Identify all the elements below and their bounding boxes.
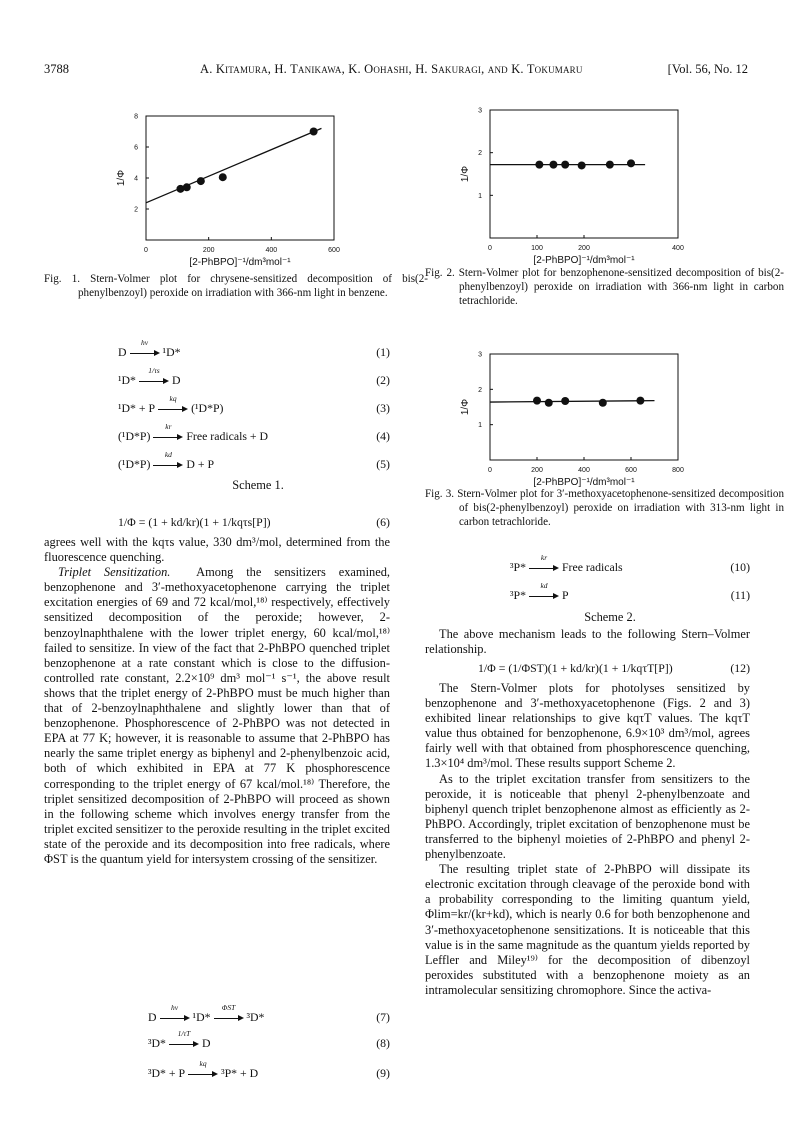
x-axis-label: [2-PhBPO]⁻¹/dm³mol⁻¹ (189, 257, 291, 268)
figure-3-plot-area (460, 352, 684, 489)
y-tick-label: 6 (134, 144, 138, 152)
fit-line (146, 128, 321, 202)
eq6-number: (6) (376, 515, 390, 529)
x-tick-label: 800 (672, 467, 684, 474)
y-tick-label: 2 (478, 386, 482, 394)
reaction-arrow-icon (169, 1028, 199, 1049)
scheme-1-label: Scheme 1. (232, 478, 284, 492)
y-tick-label: 4 (134, 175, 138, 183)
eq8-arrow-label: 1/τT (177, 1028, 191, 1038)
eq11-number: (11) (730, 588, 750, 602)
data-point (219, 173, 227, 181)
volume-info: [Vol. 56, No. 12 (667, 62, 748, 76)
paragraph-triplet-body: Among the sensitizers examined, benzophenone and 3′-methoxyacetophenone carrying the triplet excitation energies of 69 and 72 kcal/mol,¹⁸⁾ respectively, effectively sensitized decomposition of the peroxide; however, 2-benzoylnaphthalene with the lower triplet energy, 60 kcal/mol,¹⁸⁾ failed to sensitize. In view of the fact that 2-PhBPO quenched triplet benzophenone at a rate constant which is close to the diffusion-controlled rate constant, 2.2×10⁹ dm³ mol⁻¹ s⁻¹, the above result shows that the triplet energy of 2-PhBPO must be much higher than that of 2-benzoylnaphthalene and slightly lower than that of benzophenone. Phosphorescence of 2-PhBPO was not detected in EPA at 77 K; however, it is reasonable to assume that 2-PhBPO has nearly the same triplet energy as biphenyl and 2-phenylbenzoic acid, both of which exhibited in EPA at 77 K phosphorescence corresponding to the triplet energy of 67 kcal/mol.¹⁸⁾ Therefore, the triplet sensitized decomposition of 2-PhBPO will proceed as shown in the following scheme which involves energy transfer from the triplet excited sensitizer to the peroxide resulting in the triplet excited state of the peroxide and its decomposition into free radicals, where ΦST is the quantum yield for intersystem crossing of the sensitizer. (44, 565, 390, 866)
right-column-text-a (425, 627, 750, 657)
data-point (183, 183, 191, 191)
reaction-arrow-icon (214, 1002, 244, 1023)
eq7-number: (7) (376, 1010, 390, 1024)
equation-8 (148, 1028, 390, 1058)
eq4-arrow-label: kr (165, 421, 172, 431)
eq8-rhs: D (201, 1036, 211, 1050)
x-tick-label: 600 (328, 247, 340, 254)
running-authors: A. Kitamura, H. Tanikawa, K. Oohashi, H. Sakuragi, and K. Tokumaru (200, 62, 583, 76)
data-point (578, 161, 586, 169)
eq7-arrow-label-2: ΦST (221, 1002, 236, 1012)
reaction-arrow-icon (160, 1002, 190, 1023)
eq1-number: (1) (376, 345, 390, 359)
reaction-arrow-icon (130, 337, 160, 358)
data-point (599, 399, 607, 407)
x-tick-label: 400 (265, 247, 278, 254)
eq11-rhs: P (562, 588, 569, 602)
equation-6 (118, 515, 390, 537)
equation-4 (118, 421, 390, 451)
equation-9 (148, 1058, 390, 1088)
plot-frame (490, 110, 678, 238)
eq2-number: (2) (376, 373, 390, 387)
paragraph-triplet-sensitization (44, 565, 390, 867)
reaction-arrow-icon (139, 365, 169, 386)
data-point (545, 399, 553, 407)
reaction-arrow-icon (188, 1058, 218, 1079)
x-tick-label: 400 (578, 467, 590, 474)
eq5-number: (5) (376, 457, 390, 471)
figure-2-plot-area (460, 108, 684, 267)
eq9-number: (9) (376, 1066, 390, 1080)
eq11-lhs: ³P* (510, 588, 526, 602)
y-tick-label: 8 (134, 113, 138, 121)
paragraph-continuation: agrees well with the kqτs value, 330 dm³/mol, determined from the fluorescence quenching. (44, 535, 390, 565)
eq3-lhs: ¹D* + P (118, 401, 156, 415)
eq10-rhs: Free radicals (562, 560, 623, 574)
eq1-lhs: D (118, 345, 127, 359)
eq12-number: (12) (730, 661, 750, 675)
x-tick-label: 200 (531, 467, 543, 474)
eq12-expression: 1/Φ = (1/ΦST)(1 + kd/kr)(1 + 1/kqτT[P]) (478, 661, 673, 675)
eq11-arrow-label: kd (540, 580, 548, 590)
x-axis-label: [2-PhBPO]⁻¹/dm³mol⁻¹ (533, 477, 635, 488)
eq10-arrow-label: kr (540, 552, 548, 562)
x-tick-label: 200 (202, 247, 215, 254)
eq5-lhs: (¹D*P) (118, 457, 151, 471)
scheme-2-label: Scheme 2. (584, 610, 636, 624)
eq9-lhs: ³D* + P (148, 1066, 186, 1080)
y-tick-label: 3 (478, 351, 482, 359)
x-tick-label: 0 (144, 247, 148, 254)
equation-1 (118, 337, 390, 367)
reaction-arrow-icon (153, 421, 183, 442)
eq9-arrow-label: kq (199, 1058, 207, 1068)
eq5-rhs: D + P (186, 457, 215, 471)
equation-12 (478, 661, 750, 683)
x-tick-label: 100 (531, 245, 543, 252)
figure-2-chart (450, 100, 710, 270)
section-heading-triplet: Triplet Sensitization. (58, 565, 171, 580)
eq3-arrow-label: kq (169, 393, 177, 403)
data-point (549, 161, 557, 169)
x-tick-label: 200 (578, 245, 590, 252)
reaction-arrow-icon (529, 580, 559, 601)
eq3-number: (3) (376, 401, 390, 415)
equation-2 (118, 365, 390, 395)
x-tick-label: 400 (672, 245, 684, 252)
data-point (310, 128, 318, 136)
right-column-text-b (425, 681, 750, 998)
paragraph-triplet-transfer: As to the triplet excitation transfer from sensitizers to the peroxide, it is noticeable that phenyl 2-phenylbenzoate and biphenyl quench triplet benzophenone almost as efficiently as 2-PhBPO. Accordingly, triplet excitation of benzophenone must be transferred to the biphenyl moieties of 2-PhBPO and phenyl 2-phenylbenzoate. (425, 771, 750, 862)
eq3-rhs: (¹D*P) (191, 401, 224, 415)
equation-11 (510, 580, 750, 610)
eq4-number: (4) (376, 429, 390, 443)
reaction-arrow-icon (153, 449, 183, 470)
y-axis-label: 1/Φ (460, 398, 471, 416)
eq4-rhs: Free radicals + D (186, 429, 269, 443)
eq2-lhs: ¹D* (118, 373, 136, 387)
eq8-lhs: ³D* (148, 1036, 166, 1050)
paragraph-stern-volmer-intro: The above mechanism leads to the following Stern–Volmer relationship. (425, 627, 750, 657)
data-point (533, 397, 541, 405)
fit-line (490, 401, 655, 402)
eq10-lhs: ³P* (510, 560, 526, 574)
eq9-rhs: ³P* + D (221, 1066, 259, 1080)
eq1-arrow-label: hν (140, 337, 149, 347)
equation-5 (118, 449, 390, 479)
data-point (535, 161, 543, 169)
paragraph-triplet-state: The resulting triplet state of 2-PhBPO will dissipate its electronic excitation through cleavage of the peroxide bond with a probability corresponding to the limiting quantum yield, Φlim=kr/(kr+kd), which is nearly 0.6 for both benzophenone and 3′-methoxyacetophenone sensitizations. It is noticeable that this value is in the same magnitude as the quantum yields reported by Leffler and Miley¹⁹⁾ for the decomposition of dibenzoyl peroxides substituted with a benzophenone moiety as an intramolecular sensitizing chromophore. Since the activa- (425, 862, 750, 997)
figure-1-caption: Fig. 1. Stern-Volmer plot for chrysene-sensitized decomposition of bis(2-phenylbenzoyl) peroxide on irradiation with 366-nm light in benzene. (44, 273, 428, 299)
x-axis-label: [2-PhBPO]⁻¹/dm³mol⁻¹ (533, 255, 635, 266)
eq8-number: (8) (376, 1036, 390, 1050)
left-column-text (44, 535, 390, 867)
figure-3-chart (450, 342, 793, 492)
data-point (636, 397, 644, 405)
figure-2-caption: Fig. 2. Stern-Volmer plot for benzophenone-sensitized decomposition of bis(2-phenylbenzoyl) peroxide on irradiation with 366-nm light in carbon tetrachloride. (425, 267, 784, 307)
data-point (561, 161, 569, 169)
figure-1-plot-area (116, 114, 340, 269)
eq7-rhs: ³D* (246, 1010, 265, 1024)
y-tick-label: 3 (478, 107, 482, 115)
data-point (197, 177, 205, 185)
y-tick-label: 1 (478, 192, 482, 200)
x-tick-label: 0 (488, 467, 492, 474)
data-point (561, 397, 569, 405)
page-number: 3788 (44, 62, 69, 76)
eq2-rhs: D (171, 373, 181, 387)
eq2-arrow-label: 1/τs (148, 365, 160, 375)
eq10-number: (10) (730, 560, 750, 574)
eq7-mid: ¹D* (192, 1010, 211, 1024)
plot-frame (490, 354, 678, 460)
eq4-lhs: (¹D*P) (118, 429, 151, 443)
y-tick-label: 1 (478, 422, 482, 430)
reaction-arrow-icon (158, 393, 188, 414)
x-tick-label: 600 (625, 467, 637, 474)
data-point (627, 159, 635, 167)
reaction-arrow-icon (529, 552, 559, 573)
equation-3 (118, 393, 390, 423)
y-tick-label: 2 (478, 150, 482, 158)
figure-3-caption: Fig. 3. Stern-Volmer plot for 3′-methoxyacetophenone-sensitized decomposition of bis(2-phenylbenzoyl) peroxide on irradiation with 313-nm light in carbon tetrachloride. (425, 488, 784, 528)
y-tick-label: 2 (134, 206, 138, 214)
y-axis-label: 1/Φ (460, 165, 471, 183)
eq7-arrow-label: hν (170, 1002, 179, 1012)
eq1-rhs: ¹D* (162, 345, 181, 359)
figure-1-chart (100, 100, 360, 270)
x-tick-label: 0 (488, 245, 492, 252)
y-axis-label: 1/Φ (116, 169, 127, 187)
paragraph-stern-volmer-plots: The Stern-Volmer plots for photolyses sensitized by benzophenone and 3′-methoxyacetophenone (Figs. 2 and 3) exhibited linear relationships to give kqτT values. The kqτT value thus obtained for benzophenone, 6.9×10³ dm³/mol, agrees fairly well with that obtained from phosphorescence quenching, 1.3×10⁴ dm³/mol. These results support Scheme 2. (425, 681, 750, 771)
equation-10 (510, 552, 750, 582)
data-point (606, 161, 614, 169)
eq7-lhs: D (148, 1010, 157, 1024)
eq6-expression: 1/Φ = (1 + kd/kr)(1 + 1/kqτs[P]) (118, 515, 271, 529)
eq5-arrow-label: kd (164, 449, 172, 459)
